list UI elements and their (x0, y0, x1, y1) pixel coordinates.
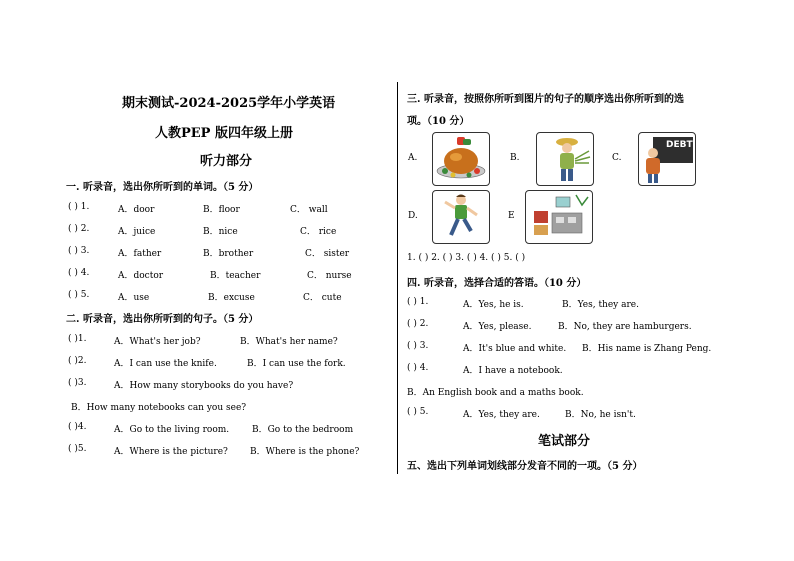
option-b: B．I can use the fork. (247, 359, 346, 369)
option-a: A．It's blue and white. (463, 344, 567, 354)
picture-label-e: E (508, 211, 515, 221)
room-picture (525, 190, 593, 244)
item-number: ( )2. (68, 356, 87, 366)
item-number: ( ) 1. (68, 202, 90, 212)
option-a: A．juice (118, 227, 156, 237)
part4-heading: 四. 听录音，选择合适的答语。（10 分） (407, 278, 587, 289)
option-a: A．door (118, 205, 155, 215)
item-number: ( ) 5. (407, 407, 429, 417)
item-number: ( ) 3. (407, 341, 429, 351)
option-a: A．How many storybooks do you have? (114, 381, 294, 391)
option-a: A．Where is the picture? (114, 447, 228, 457)
column-divider (397, 82, 398, 474)
option-a: A．doctor (118, 271, 164, 281)
picture-label-b: B. (510, 153, 520, 163)
part2-heading: 二. 听录音，选出你所听到的句子。（5 分） (66, 314, 259, 325)
picture-label-d: D. (408, 211, 418, 221)
option-b: B．His name is Zhang Peng. (582, 344, 712, 354)
item-number: ( ) 2. (68, 224, 90, 234)
item-number: ( )3. (68, 378, 87, 388)
farmer-icon (537, 133, 593, 185)
option-b: B．No, they are hamburgers. (558, 322, 692, 332)
option-a: A．Yes, please. (463, 322, 532, 332)
turkey-icon (433, 133, 489, 185)
option-c: C． nurse (307, 271, 352, 281)
option-c: C． sister (305, 249, 350, 259)
option-a: A．I have a notebook. (463, 366, 563, 376)
option-b: B．How many notebooks can you see? (71, 403, 247, 413)
option-b: B．Go to the bedroom (252, 425, 354, 435)
item-number: ( )5. (68, 444, 87, 454)
option-c: C． cute (303, 293, 342, 303)
farmer-picture (536, 132, 594, 186)
picture-label-c: C. (612, 153, 622, 163)
item-number: ( ) 4. (68, 268, 90, 278)
option-b: B．excuse (208, 293, 255, 303)
part3-heading-line1: 三. 听录音，按照你所听到图片的句子的顺序选出你所听到的选 (407, 94, 684, 105)
option-b: B．brother (203, 249, 254, 259)
page-title: 期末测试-2024-2025学年小学英语 (122, 96, 336, 111)
option-b: B．nice (203, 227, 238, 237)
option-b: B．teacher (210, 271, 261, 281)
option-a: A．I can use the knife. (114, 359, 217, 369)
item-number: ( ) 4. (407, 363, 429, 373)
item-number: ( ) 2. (407, 319, 429, 329)
item-number: ( ) 1. (407, 297, 429, 307)
boy-picture (432, 190, 490, 244)
option-a: A．use (118, 293, 150, 303)
listening-heading: 听力部分 (200, 154, 253, 169)
teacher-picture (638, 132, 696, 186)
option-b: B．Yes, they are. (562, 300, 639, 310)
part3-heading-line2: 项。（10 分） (407, 116, 470, 127)
part3-answer-row: 1. ( ) 2. ( ) 3. ( ) 4. ( ) 5. ( ) (407, 253, 526, 263)
option-b: B．No, he isn't. (565, 410, 636, 420)
option-a: A．Yes, they are. (463, 410, 540, 420)
item-number: ( ) 3. (68, 246, 90, 256)
picture-label-a: A. (408, 153, 418, 163)
page-subtitle: 人教PEP 版四年级上册 (155, 126, 293, 141)
option-b: B．Where is the phone? (250, 447, 360, 457)
option-c: C． wall (290, 205, 328, 215)
item-number: ( )1. (68, 334, 87, 344)
option-c: C． rice (300, 227, 337, 237)
item-number: ( )4. (68, 422, 87, 432)
option-a: A．father (118, 249, 162, 259)
option-a: A．Go to the living room. (114, 425, 230, 435)
room-icon (526, 191, 592, 243)
item-number: ( ) 5. (68, 290, 90, 300)
option-b: B．An English book and a maths book. (407, 388, 584, 398)
blackboard-text: DEBT (666, 140, 693, 150)
part5-heading: 五、选出下列单词划线部分发音不同的一项。（5 分） (407, 461, 643, 472)
option-a: A．What's her job? (114, 337, 201, 347)
written-heading: 笔试部分 (538, 434, 591, 449)
option-b: B．floor (203, 205, 240, 215)
option-a: A．Yes, he is. (463, 300, 524, 310)
option-b: B．What's her name? (240, 337, 338, 347)
turkey-picture (432, 132, 490, 186)
part1-heading: 一. 听录音，选出你所听到的单词。（5 分） (66, 182, 259, 193)
boy-icon (433, 191, 489, 243)
